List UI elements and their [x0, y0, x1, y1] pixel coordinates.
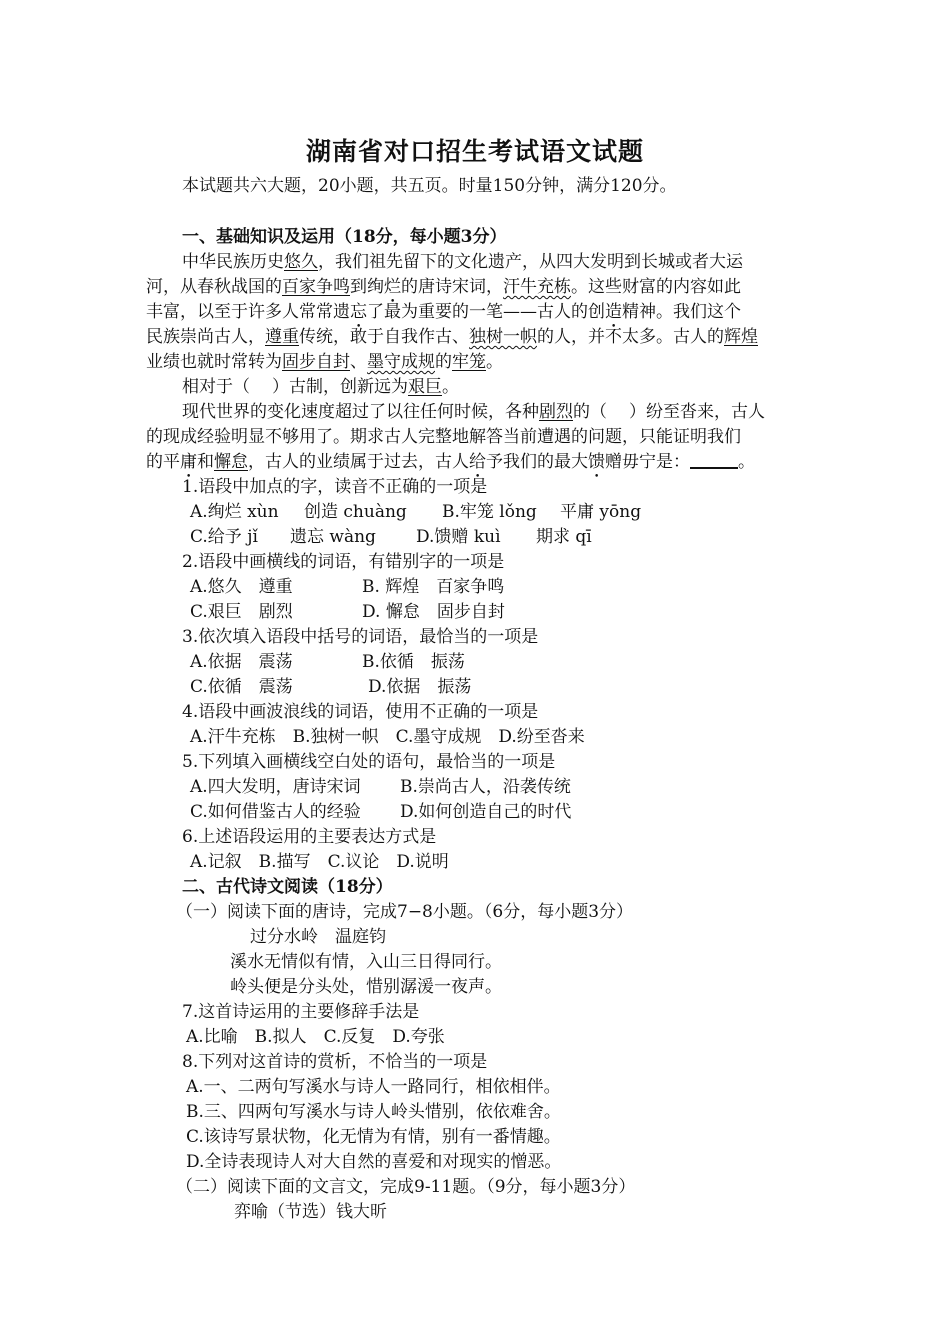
- dotted-char: 给: [469, 452, 486, 472]
- part-heading: （一）阅读下面的唐诗，完成7−8小题。（6分，每小题3分）: [176, 902, 634, 922]
- question-stem: 1.语段中加点的字，读音不正确的一项是: [182, 477, 488, 497]
- underlined-word: 遵重: [265, 327, 299, 347]
- passage-line: 的平庸和懈怠，古人的业绩属于过去，古人给予我们的最大馈赠毋宁是： 。: [146, 452, 755, 472]
- passage-line: 河，从春秋战国的百家争鸣到绚烂的唐诗宋词，汗牛充栋。这些财富的内容如此: [146, 277, 741, 297]
- underlined-word: 悠久: [284, 252, 318, 272]
- passage-line: 相对于（ ）古制，创新远为艰巨。: [182, 377, 459, 397]
- wavy-word: 汗牛充栋: [503, 277, 571, 297]
- option-row: A.比喻 B.拟人 C.反复 D.夸张: [186, 1027, 445, 1047]
- answer-blank: [690, 451, 738, 469]
- passage-line: 丰富，以至于许多人常常遗忘了最为重要的一笔——古人的创造精神。我们这个: [146, 302, 741, 322]
- underlined-word: 剧烈: [539, 402, 573, 422]
- poem-line: 溪水无情似有情，入山三日得同行。: [230, 952, 502, 972]
- dotted-char: 馈: [588, 452, 605, 472]
- underlined-word: 辉煌: [724, 327, 758, 347]
- question-stem: 7.这首诗运用的主要修辞手法是: [182, 1002, 420, 1022]
- section2-heading: 二、古代诗文阅读（18分）: [182, 877, 393, 897]
- wavy-word: 墨守成规: [367, 352, 435, 372]
- dotted-char: 忘: [350, 302, 367, 322]
- dotted-char: 造: [605, 302, 622, 322]
- option-row: B.三、四两句写溪水与诗人岭头惜别，依依难舍。: [186, 1102, 561, 1122]
- passage-line: 民族崇尚古人，遵重传统，敢于自我作古、独树一帜的人，并不太多。古人的辉煌: [146, 327, 758, 347]
- underlined-word: 百家争鸣: [282, 277, 350, 297]
- page-title: 湖南省对口招生考试语文试题: [305, 137, 644, 166]
- underlined-word: 艰巨: [408, 377, 442, 397]
- underlined-word: 懈怠: [214, 452, 248, 472]
- poem-line: 岭头便是分头处，惜别潺湲一夜声。: [230, 977, 502, 997]
- wavy-word: 独树一帜: [469, 327, 537, 347]
- question-stem: 3.依次填入语段中括号的词语，最恰当的一项是: [182, 627, 539, 647]
- dotted-char: 烂: [384, 277, 401, 297]
- exam-page: 湖南省对口招生考试语文试题 本试题共六大题，20小题，共五页。时量150分钟，满分120分。 一、基础知识及运用（18分，每小题3分） 中华民族历史悠久，我们祖先留下的文化遗产，从四大发明到长城或者大运 河，从春秋战国的百家争鸣到绚烂的唐诗宋词，汗牛充栋。这些财富的内容如此 丰富，以至于许多人常常遗忘了最为重要的一笔——古人的创造精神。我们这个 民族崇尚古人，遵重传统，敢于自我作古、独树一帜的人，并不太多。古人的辉煌 业绩也就时常转为固步自封、墨守成规的牢笼。 相对于（ ）古制，创新远为艰巨。 现代世界的变化速度超过了以往任何时候，各种剧烈的（ ）纷至沓来，古人 的现成经验明显不够用了。期求古人完整地解答当前遭遇的问题，只能证明我们 的平庸和懈怠，古人的业绩属于过去，古人给予我们的最大馈赠毋宁是： 。 1.语段中加点的字，读音不正确的一项是 A.绚烂 xùn 创造 chuàng B.牢笼 lǒng 平庸 yōng C.给予 jǐ 遗忘 wàng D.馈赠 kuì 期求 qī 2.语段中画横线的词语，有错别字的一项是 A.悠久 遵重 B. 辉煌 百家争鸣 C.艰巨 剧烈 D. 懈怠 固步自封 3.依次填入语段中括号的词语，最恰当的一项是 A.依据 震荡 B.依循 振荡 C.依循 震荡 D.依据 振荡 4.语段中画波浪线的词语，使用不正确的一项是 A.汗牛充栋 B.独树一帜 C.墨守成规 D.纷至沓来 5.下列填入画横线空白处的语句，最恰当的一项是 A.四大发明，唐诗宋词 B.崇尚古人，沿袭传统 C.如何借鉴古人的经验 D.如何创造自己的时代 6.上述语段运用的主要表达方式是 A.记叙 B.描写 C.议论 D.说明 二、古代诗文阅读（18分） （一）阅读下面的唐诗，完成7−8小题。（6分，每小题3分） 过分水岭 温庭钧 溪水无情似有情，入山三日得同行。 岭头便是分头处，惜别潺湲一夜声。 7.这首诗运用的主要修辞手法是 A.比喻 B.拟人 C.反复 D.夸张 8.下列对这首诗的赏析，不恰当的一项是 A.一、二两句写溪水与诗人一路同行，相依相伴。 B.三、四两句写溪水与诗人岭头惜别，依依难舍。 C.该诗写景状物，化无情为有情，别有一番情趣。 D.全诗表现诗人对大自然的喜爱和对现实的憎恶。 （二）阅读下面的文言文，完成9-11题。（9分，每小题3分） 弈喻（节选）钱大昕: [0, 0, 950, 1344]
- passage-line: 现代世界的变化速度超过了以往任何时候，各种剧烈的（ ）纷至沓来，古人: [182, 402, 765, 422]
- passage-line: 中华民族历史悠久，我们祖先留下的文化遗产，从四大发明到长城或者大运: [182, 252, 743, 272]
- question-stem: 4.语段中画波浪线的词语，使用不正确的一项是: [182, 702, 539, 722]
- question-stem: 2.语段中画横线的词语，有错别字的一项是: [182, 552, 505, 572]
- option-row: A.一、二两句写溪水与诗人一路同行，相依相伴。: [186, 1077, 561, 1097]
- exam-intro: 本试题共六大题，20小题，共五页。时量150分钟，满分120分。: [182, 176, 677, 196]
- text-title: 弈喻（节选）钱大昕: [234, 1202, 387, 1222]
- option-row: D.全诗表现诗人对大自然的喜爱和对现实的憎恶。: [186, 1152, 562, 1172]
- option-row: A.记叙 B.描写 C.议论 D.说明: [190, 852, 449, 872]
- question-stem: 8.下列对这首诗的赏析，不恰当的一项是: [182, 1052, 488, 1072]
- option-row: C.该诗写景状物，化无情为有情，别有一番情趣。: [186, 1127, 561, 1147]
- section1-heading: 一、基础知识及运用（18分，每小题3分）: [182, 227, 507, 247]
- question-stem: 6.上述语段运用的主要表达方式是: [182, 827, 437, 847]
- poem-title: 过分水岭 温庭钧: [250, 927, 386, 947]
- dotted-char: 庸: [180, 452, 197, 472]
- passage-line: 的现成经验明显不够用了。期求古人完整地解答当前遭遇的问题，只能证明我们: [146, 427, 741, 447]
- question-stem: 5.下列填入画横线空白处的语句，最恰当的一项是: [182, 752, 556, 772]
- passage-line: 业绩也就时常转为固步自封、墨守成规的牢笼。: [146, 352, 503, 372]
- option-row: A.汗牛充栋 B.独树一帜 C.墨守成规 D.纷至沓来: [190, 727, 585, 747]
- part-heading: （二）阅读下面的文言文，完成9-11题。（9分，每小题3分）: [176, 1177, 636, 1197]
- underlined-word: 固步自封: [282, 352, 350, 372]
- underlined-word: 牢笼: [452, 352, 486, 372]
